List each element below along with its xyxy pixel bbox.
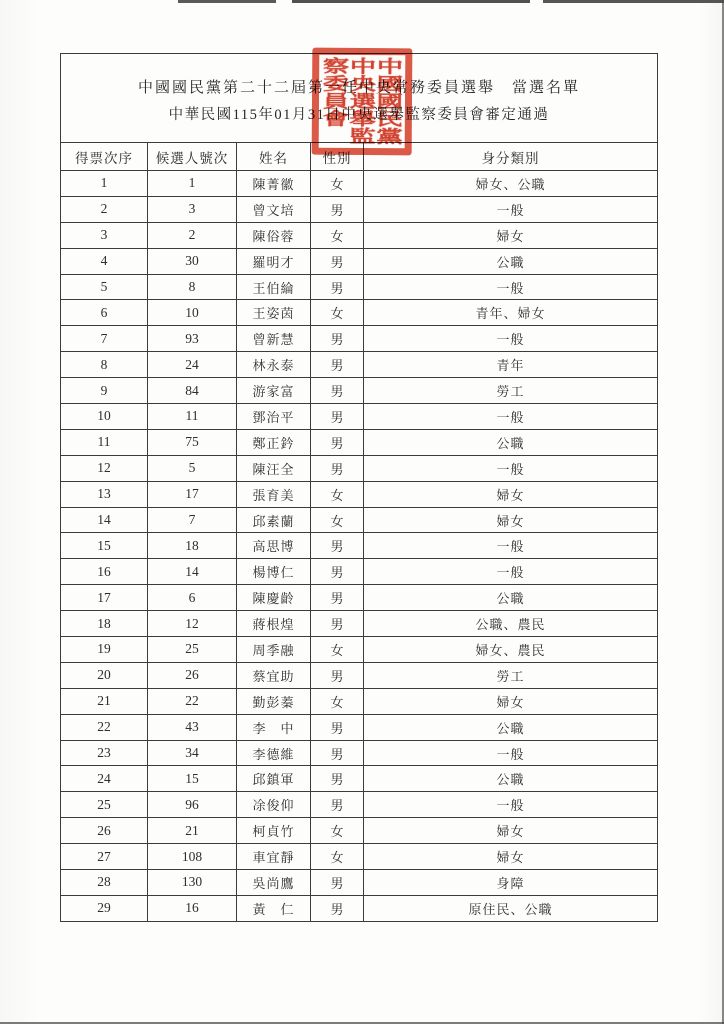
cell-candidate-number: 24	[148, 352, 237, 378]
cell-candidate-number: 5	[148, 455, 237, 481]
cell-name: 車宜靜	[237, 844, 311, 870]
cell-candidate-number: 96	[148, 792, 237, 818]
cell-candidate-number: 34	[148, 740, 237, 766]
cell-gender: 男	[311, 766, 364, 792]
cell-identity: 一般	[364, 559, 658, 585]
cell-rank: 25	[61, 792, 148, 818]
cell-gender: 男	[311, 662, 364, 688]
cell-candidate-number: 12	[148, 611, 237, 637]
cell-rank: 27	[61, 844, 148, 870]
cell-candidate-number: 30	[148, 248, 237, 274]
cell-gender: 女	[311, 481, 364, 507]
cell-name: 黃 仁	[237, 895, 311, 921]
cell-name: 邱素蘭	[237, 507, 311, 533]
cell-rank: 22	[61, 714, 148, 740]
cell-gender: 女	[311, 844, 364, 870]
cell-candidate-number: 84	[148, 378, 237, 404]
cell-name: 勤彭蓁	[237, 688, 311, 714]
cell-identity: 青年、婦女	[364, 300, 658, 326]
cell-identity: 婦女、公職	[364, 171, 658, 197]
table-row	[61, 792, 658, 818]
cell-rank: 2	[61, 196, 148, 222]
table-row	[61, 895, 658, 921]
cell-name: 周季融	[237, 637, 311, 663]
table-row	[61, 481, 658, 507]
table-row	[61, 352, 658, 378]
column-header-rank: 得票次序	[61, 143, 148, 171]
cell-name: 曾新慧	[237, 326, 311, 352]
cell-candidate-number: 18	[148, 533, 237, 559]
cell-candidate-number: 108	[148, 844, 237, 870]
cell-identity: 一般	[364, 274, 658, 300]
cell-identity: 公職	[364, 766, 658, 792]
cell-rank: 10	[61, 404, 148, 430]
scan-edge-artifact-top	[0, 0, 724, 3]
table-row	[61, 274, 658, 300]
cell-name: 李德維	[237, 740, 311, 766]
cell-identity: 一般	[364, 326, 658, 352]
cell-name: 曾文培	[237, 196, 311, 222]
table-row	[61, 326, 658, 352]
cell-identity: 一般	[364, 196, 658, 222]
table-header-row	[61, 143, 658, 171]
table-row	[61, 637, 658, 663]
cell-identity: 婦女	[364, 818, 658, 844]
cell-identity: 婦女	[364, 222, 658, 248]
cell-gender: 女	[311, 818, 364, 844]
cell-candidate-number: 6	[148, 585, 237, 611]
cell-candidate-number: 21	[148, 818, 237, 844]
document-title: 中國國民黨第二十二屆第一任中央常務委員選舉 當選名單	[138, 80, 581, 96]
column-header-identity: 身分類別	[364, 143, 658, 171]
cell-gender: 男	[311, 714, 364, 740]
table-row	[61, 300, 658, 326]
cell-name: 楊博仁	[237, 559, 311, 585]
title-row	[61, 54, 658, 143]
cell-name: 羅明才	[237, 248, 311, 274]
cell-candidate-number: 8	[148, 274, 237, 300]
cell-rank: 21	[61, 688, 148, 714]
cell-identity: 勞工	[364, 662, 658, 688]
cell-candidate-number: 26	[148, 662, 237, 688]
cell-rank: 19	[61, 637, 148, 663]
table-row	[61, 533, 658, 559]
cell-gender: 男	[311, 404, 364, 430]
cell-name: 李 中	[237, 714, 311, 740]
cell-gender: 女	[311, 300, 364, 326]
cell-rank: 26	[61, 818, 148, 844]
cell-name: 蔡宜助	[237, 662, 311, 688]
cell-gender: 男	[311, 792, 364, 818]
cell-gender: 男	[311, 559, 364, 585]
cell-candidate-number: 7	[148, 507, 237, 533]
table-row	[61, 662, 658, 688]
cell-name: 柯貞竹	[237, 818, 311, 844]
table-row	[61, 714, 658, 740]
cell-identity: 青年	[364, 352, 658, 378]
cell-candidate-number: 2	[148, 222, 237, 248]
cell-candidate-number: 1	[148, 171, 237, 197]
cell-name: 鄧治平	[237, 404, 311, 430]
cell-rank: 7	[61, 326, 148, 352]
cell-gender: 女	[311, 507, 364, 533]
document-title-block	[61, 54, 658, 143]
cell-gender: 男	[311, 248, 364, 274]
cell-candidate-number: 3	[148, 196, 237, 222]
cell-name: 林永泰	[237, 352, 311, 378]
cell-identity: 一般	[364, 404, 658, 430]
cell-name: 游家富	[237, 378, 311, 404]
table-row	[61, 378, 658, 404]
cell-rank: 20	[61, 662, 148, 688]
cell-candidate-number: 75	[148, 429, 237, 455]
cell-rank: 24	[61, 766, 148, 792]
cell-name: 王姿茵	[237, 300, 311, 326]
cell-rank: 23	[61, 740, 148, 766]
cell-rank: 29	[61, 895, 148, 921]
cell-gender: 男	[311, 895, 364, 921]
cell-rank: 15	[61, 533, 148, 559]
table-row	[61, 611, 658, 637]
cell-gender: 男	[311, 274, 364, 300]
cell-gender: 女	[311, 688, 364, 714]
table-row	[61, 222, 658, 248]
cell-name: 鄭正鈐	[237, 429, 311, 455]
column-header-candidate-number: 候選人號次	[148, 143, 237, 171]
cell-name: 張育美	[237, 481, 311, 507]
cell-gender: 男	[311, 533, 364, 559]
election-results-table	[60, 53, 658, 922]
cell-rank: 16	[61, 559, 148, 585]
cell-identity: 一般	[364, 533, 658, 559]
cell-rank: 18	[61, 611, 148, 637]
cell-rank: 1	[61, 171, 148, 197]
table-row	[61, 844, 658, 870]
cell-identity: 婦女	[364, 481, 658, 507]
cell-candidate-number: 16	[148, 895, 237, 921]
cell-rank: 3	[61, 222, 148, 248]
cell-identity: 公職、農民	[364, 611, 658, 637]
cell-identity: 公職	[364, 585, 658, 611]
cell-identity: 一般	[364, 792, 658, 818]
table-body	[61, 54, 658, 922]
cell-rank: 28	[61, 870, 148, 896]
table-row	[61, 740, 658, 766]
cell-name: 陳菁徽	[237, 171, 311, 197]
cell-identity: 婦女	[364, 507, 658, 533]
cell-identity: 一般	[364, 740, 658, 766]
cell-rank: 6	[61, 300, 148, 326]
table-row	[61, 455, 658, 481]
cell-gender: 男	[311, 611, 364, 637]
cell-rank: 12	[61, 455, 148, 481]
cell-gender: 女	[311, 171, 364, 197]
table-row	[61, 766, 658, 792]
column-header-gender: 性別	[311, 143, 364, 171]
cell-gender: 男	[311, 429, 364, 455]
cell-identity: 公職	[364, 429, 658, 455]
cell-candidate-number: 93	[148, 326, 237, 352]
cell-gender: 男	[311, 196, 364, 222]
cell-candidate-number: 25	[148, 637, 237, 663]
cell-rank: 13	[61, 481, 148, 507]
cell-identity: 婦女	[364, 688, 658, 714]
cell-identity: 公職	[364, 248, 658, 274]
cell-name: 蔣根煌	[237, 611, 311, 637]
table-row	[61, 248, 658, 274]
table-row	[61, 404, 658, 430]
cell-name: 吳尚鷹	[237, 870, 311, 896]
table-row	[61, 870, 658, 896]
table-row	[61, 585, 658, 611]
cell-rank: 8	[61, 352, 148, 378]
cell-name: 陳慶齡	[237, 585, 311, 611]
table-row	[61, 688, 658, 714]
cell-candidate-number: 10	[148, 300, 237, 326]
table-row	[61, 429, 658, 455]
cell-rank: 4	[61, 248, 148, 274]
cell-candidate-number: 130	[148, 870, 237, 896]
cell-rank: 5	[61, 274, 148, 300]
cell-identity: 婦女、農民	[364, 637, 658, 663]
cell-gender: 男	[311, 378, 364, 404]
cell-gender: 女	[311, 222, 364, 248]
cell-candidate-number: 15	[148, 766, 237, 792]
cell-candidate-number: 14	[148, 559, 237, 585]
cell-gender: 男	[311, 455, 364, 481]
column-header-name: 姓名	[237, 143, 311, 171]
table-row	[61, 818, 658, 844]
cell-identity: 勞工	[364, 378, 658, 404]
cell-name: 凃俊仰	[237, 792, 311, 818]
cell-gender: 女	[311, 637, 364, 663]
table-row	[61, 171, 658, 197]
cell-rank: 17	[61, 585, 148, 611]
cell-candidate-number: 11	[148, 404, 237, 430]
table-row	[61, 559, 658, 585]
cell-name: 邱鎮軍	[237, 766, 311, 792]
cell-name: 王伯綸	[237, 274, 311, 300]
cell-identity: 婦女	[364, 844, 658, 870]
cell-rank: 11	[61, 429, 148, 455]
cell-name: 陳俗蓉	[237, 222, 311, 248]
cell-name: 高思博	[237, 533, 311, 559]
cell-gender: 男	[311, 326, 364, 352]
cell-gender: 男	[311, 585, 364, 611]
cell-gender: 男	[311, 740, 364, 766]
cell-rank: 14	[61, 507, 148, 533]
table-row	[61, 196, 658, 222]
cell-candidate-number: 22	[148, 688, 237, 714]
cell-identity: 身障	[364, 870, 658, 896]
table-row	[61, 507, 658, 533]
cell-identity: 公職	[364, 714, 658, 740]
cell-identity: 一般	[364, 455, 658, 481]
cell-candidate-number: 17	[148, 481, 237, 507]
document-subtitle: 中華民國115年01月31日中央選舉監察委員會審定通過	[168, 107, 550, 123]
seal-text: 中國國民黨中央選舉監察委員會	[319, 56, 405, 145]
cell-gender: 男	[311, 352, 364, 378]
cell-identity: 原住民、公職	[364, 895, 658, 921]
cell-candidate-number: 43	[148, 714, 237, 740]
cell-rank: 9	[61, 378, 148, 404]
cell-name: 陳汪全	[237, 455, 311, 481]
cell-gender: 男	[311, 870, 364, 896]
